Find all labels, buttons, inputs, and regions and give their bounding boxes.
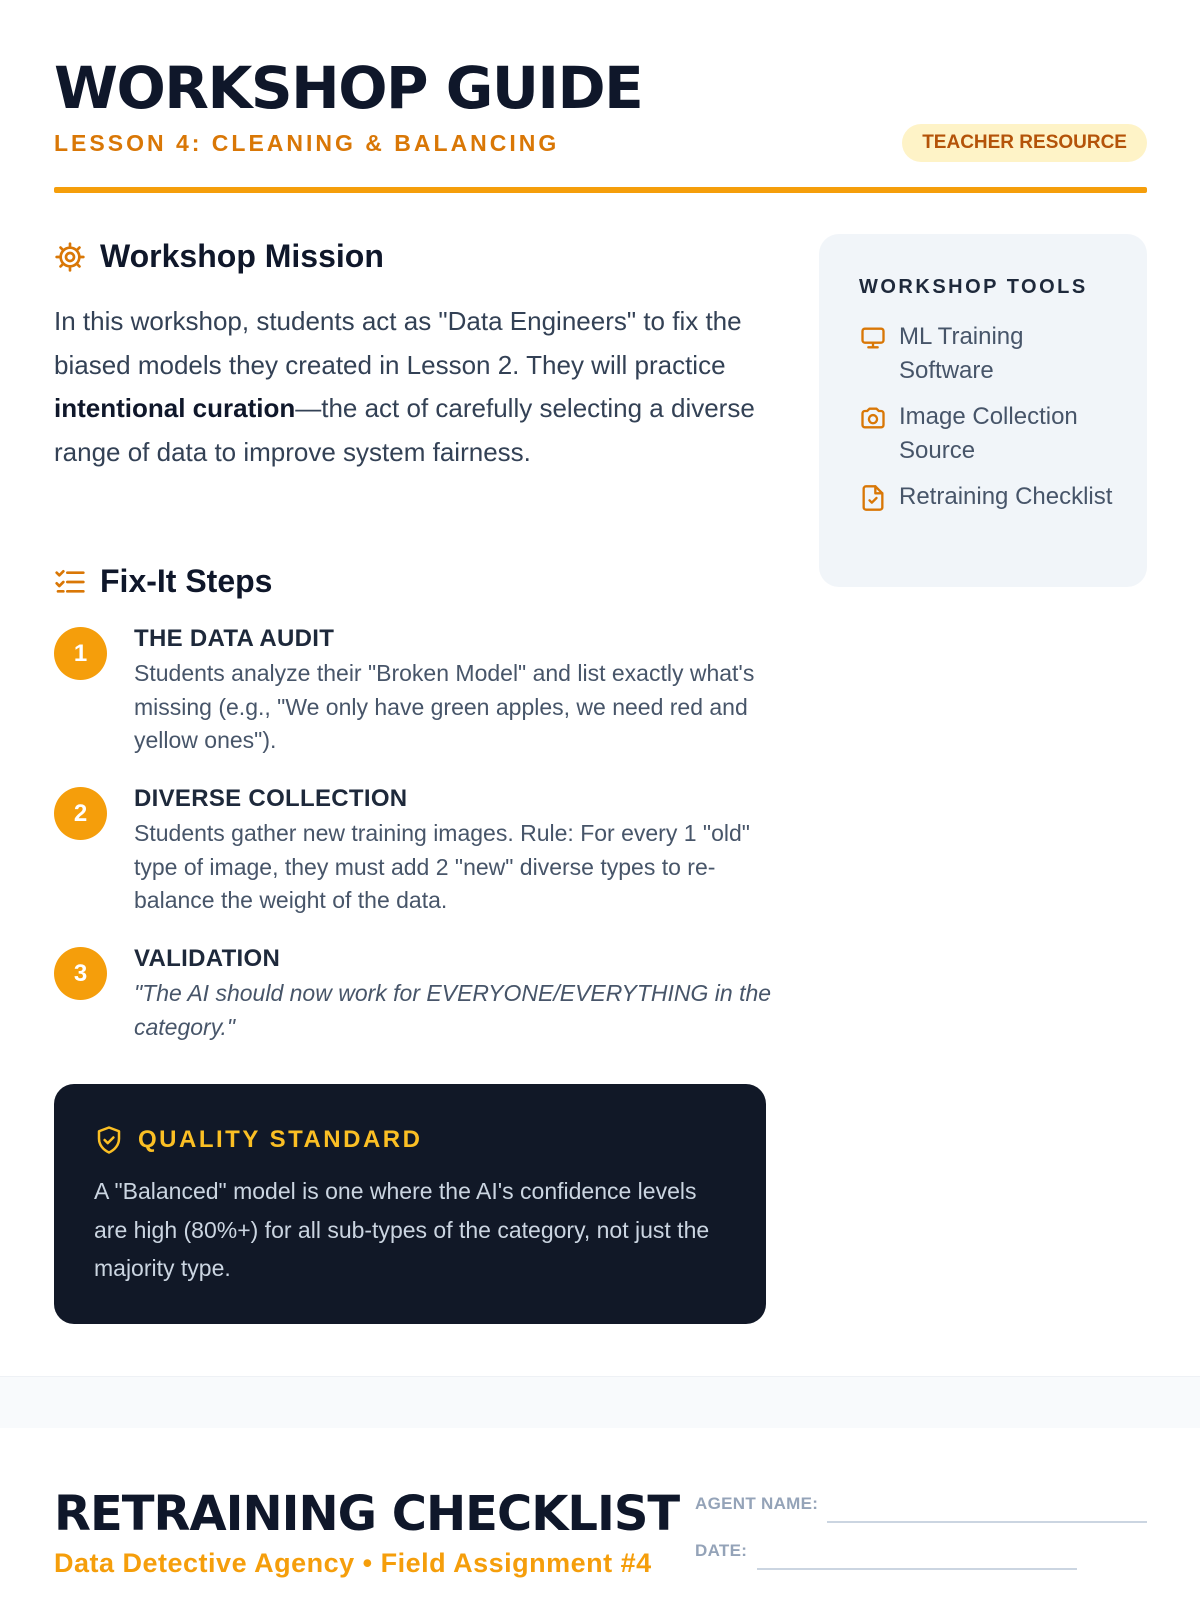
mission-text-end: —the act of carefully selecting a diverse range of data to improve system fairness. — [54, 393, 755, 467]
step-number: 1 — [54, 627, 107, 680]
quality-text: A "Balanced" model is one where the AI's confidence levels are high (80%+) for all sub-types of the category, not just the majority type. — [94, 1178, 710, 1281]
page-separator — [0, 1376, 1200, 1428]
step-description: Students analyze their "Broken Model" and list exactly what's missing (e.g., "We only have green apples, we need red and yellow ones"). — [134, 660, 755, 753]
checklist-subtitle: Data Detective Agency • Field Assignment #4 — [54, 1548, 652, 1578]
mission-paragraph — [54, 300, 774, 474]
step-number: 2 — [54, 787, 107, 840]
tool-label: Image Collection Source — [899, 403, 1078, 464]
lesson-subtitle: LESSON 4: CLEANING & BALANCING — [54, 130, 560, 156]
date-field[interactable] — [757, 1568, 1077, 1570]
step-description: "The AI should now work for EVERYONE/EVERYTHING in the category." — [134, 980, 772, 1040]
step-title: DIVERSE COLLECTION — [134, 785, 408, 812]
agent-name-label: AGENT NAME: — [695, 1494, 819, 1513]
header-divider — [54, 187, 1147, 193]
date-label: DATE: — [695, 1541, 748, 1560]
monitor-icon — [859, 324, 887, 352]
checklist-title: RETRAINING CHECKLIST — [54, 1486, 680, 1542]
shield-check-icon — [94, 1125, 124, 1155]
tool-label: Retraining Checklist — [899, 483, 1113, 510]
quality-standard-card — [54, 1084, 766, 1324]
quality-heading-text: QUALITY STANDARD — [138, 1126, 423, 1153]
step-description: Students gather new training images. Rule: For every 1 "old" type of image, they must add 2 "new" diverse types to re-balance the weight of the data. — [134, 820, 750, 913]
mission-text-start: In this workshop, students act as "Data Engineers" to fix the biased models they created in Lesson 2. They will practice — [54, 306, 742, 380]
gear-icon — [54, 241, 86, 273]
teacher-resource-badge: TEACHER RESOURCE — [902, 124, 1147, 162]
mission-text-emphasis: intentional curation — [54, 393, 296, 423]
agent-name-field[interactable] — [827, 1521, 1147, 1523]
file-check-icon — [859, 484, 887, 512]
tools-heading: WORKSHOP TOOLS — [859, 276, 1088, 298]
step-title: VALIDATION — [134, 945, 281, 972]
camera-icon — [859, 404, 887, 432]
step-title: THE DATA AUDIT — [134, 625, 335, 652]
step-number: 3 — [54, 947, 107, 1000]
tool-label: ML Training Software — [899, 323, 1024, 384]
page-title: WORKSHOP GUIDE — [54, 54, 643, 122]
quality-heading — [94, 1125, 422, 1155]
steps-heading — [54, 563, 272, 600]
steps-heading-text: Fix-It Steps — [100, 563, 273, 599]
mission-heading-text: Workshop Mission — [100, 238, 384, 274]
checklist-icon — [54, 566, 86, 598]
mission-heading — [54, 238, 384, 275]
